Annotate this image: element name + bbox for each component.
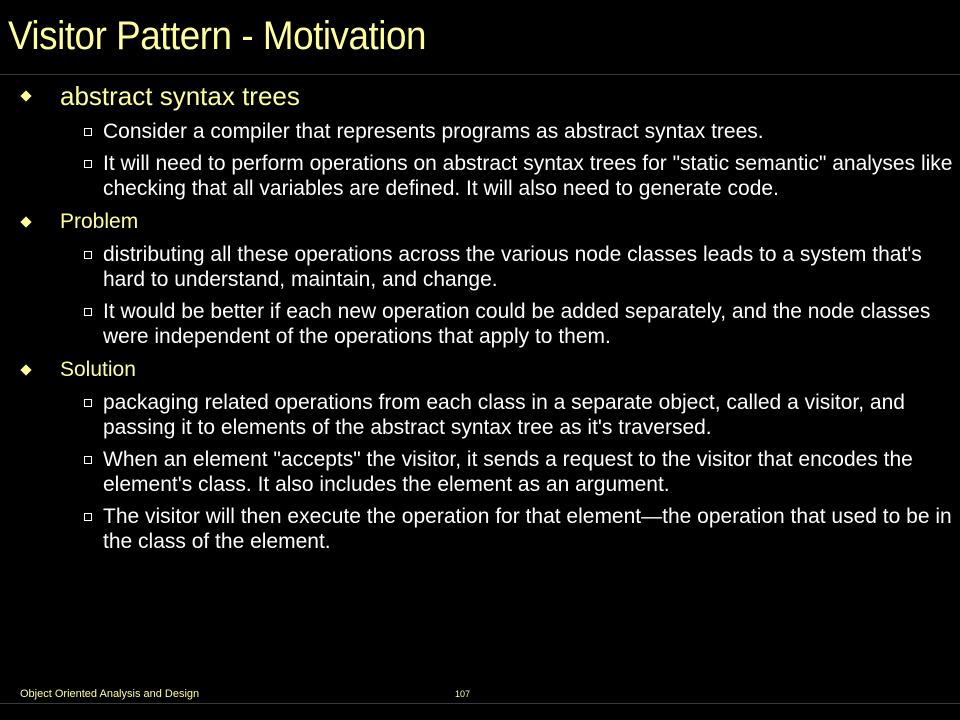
footer-course: Object Oriented Analysis and Design [20,688,200,700]
bullet-point [22,390,958,440]
bullet-point [22,119,958,144]
bullet-point [22,504,958,554]
section-heading [22,80,958,112]
diamond-bullet-icon [20,216,31,227]
square-bullet-icon [84,251,92,259]
square-bullet-icon [84,456,92,464]
title-divider [0,74,960,75]
square-bullet-icon [84,308,92,316]
slide-body [22,78,958,554]
bullet-text: Consider a compiler that represents programs as abstract syntax trees. [103,120,764,143]
square-bullet-icon [84,399,92,407]
bullet-point [22,447,958,497]
diamond-bullet-icon [20,364,31,375]
diamond-bullet-icon [20,90,31,101]
section-heading [22,209,958,235]
bullet-text: It will need to perform operations on abstract syntax trees for "static semantic" analyses like checking that all variables are defined. It will also need to generate code. [103,152,953,200]
square-bullet-icon [84,513,92,521]
bullet-text: When an element "accepts" the visitor, it sends a request to the visitor that encodes the element's class. It also includes the element as an argument. [103,448,913,496]
bullet-point [22,242,958,292]
section-heading-text: Problem [60,210,139,233]
square-bullet-icon [84,160,92,168]
section-heading-text: Solution [60,358,136,381]
bullet-text: It would be better if each new operation could be added separately, and the node classes were independent of the operations that apply to them. [103,300,931,348]
bullet-point [22,151,958,201]
slide-title: Visitor Pattern - Motivation [8,14,426,58]
bullet-text: packaging related operations from each class in a separate object, called a visitor, and passing it to elements of the abstract syntax tree as it's traversed. [103,391,905,439]
square-bullet-icon [84,128,92,136]
section-heading-text: abstract syntax trees [60,81,300,111]
page-number: 107 [455,689,471,699]
section-heading [22,357,958,383]
bullet-text: The visitor will then execute the operation for that element—the operation that used to be in the class of the element. [103,505,952,553]
bullet-point [22,299,958,349]
bullet-text: distributing all these operations across the various node classes leads to a system that's hard to understand, maintain, and change. [103,243,922,291]
footer-divider [0,703,960,704]
